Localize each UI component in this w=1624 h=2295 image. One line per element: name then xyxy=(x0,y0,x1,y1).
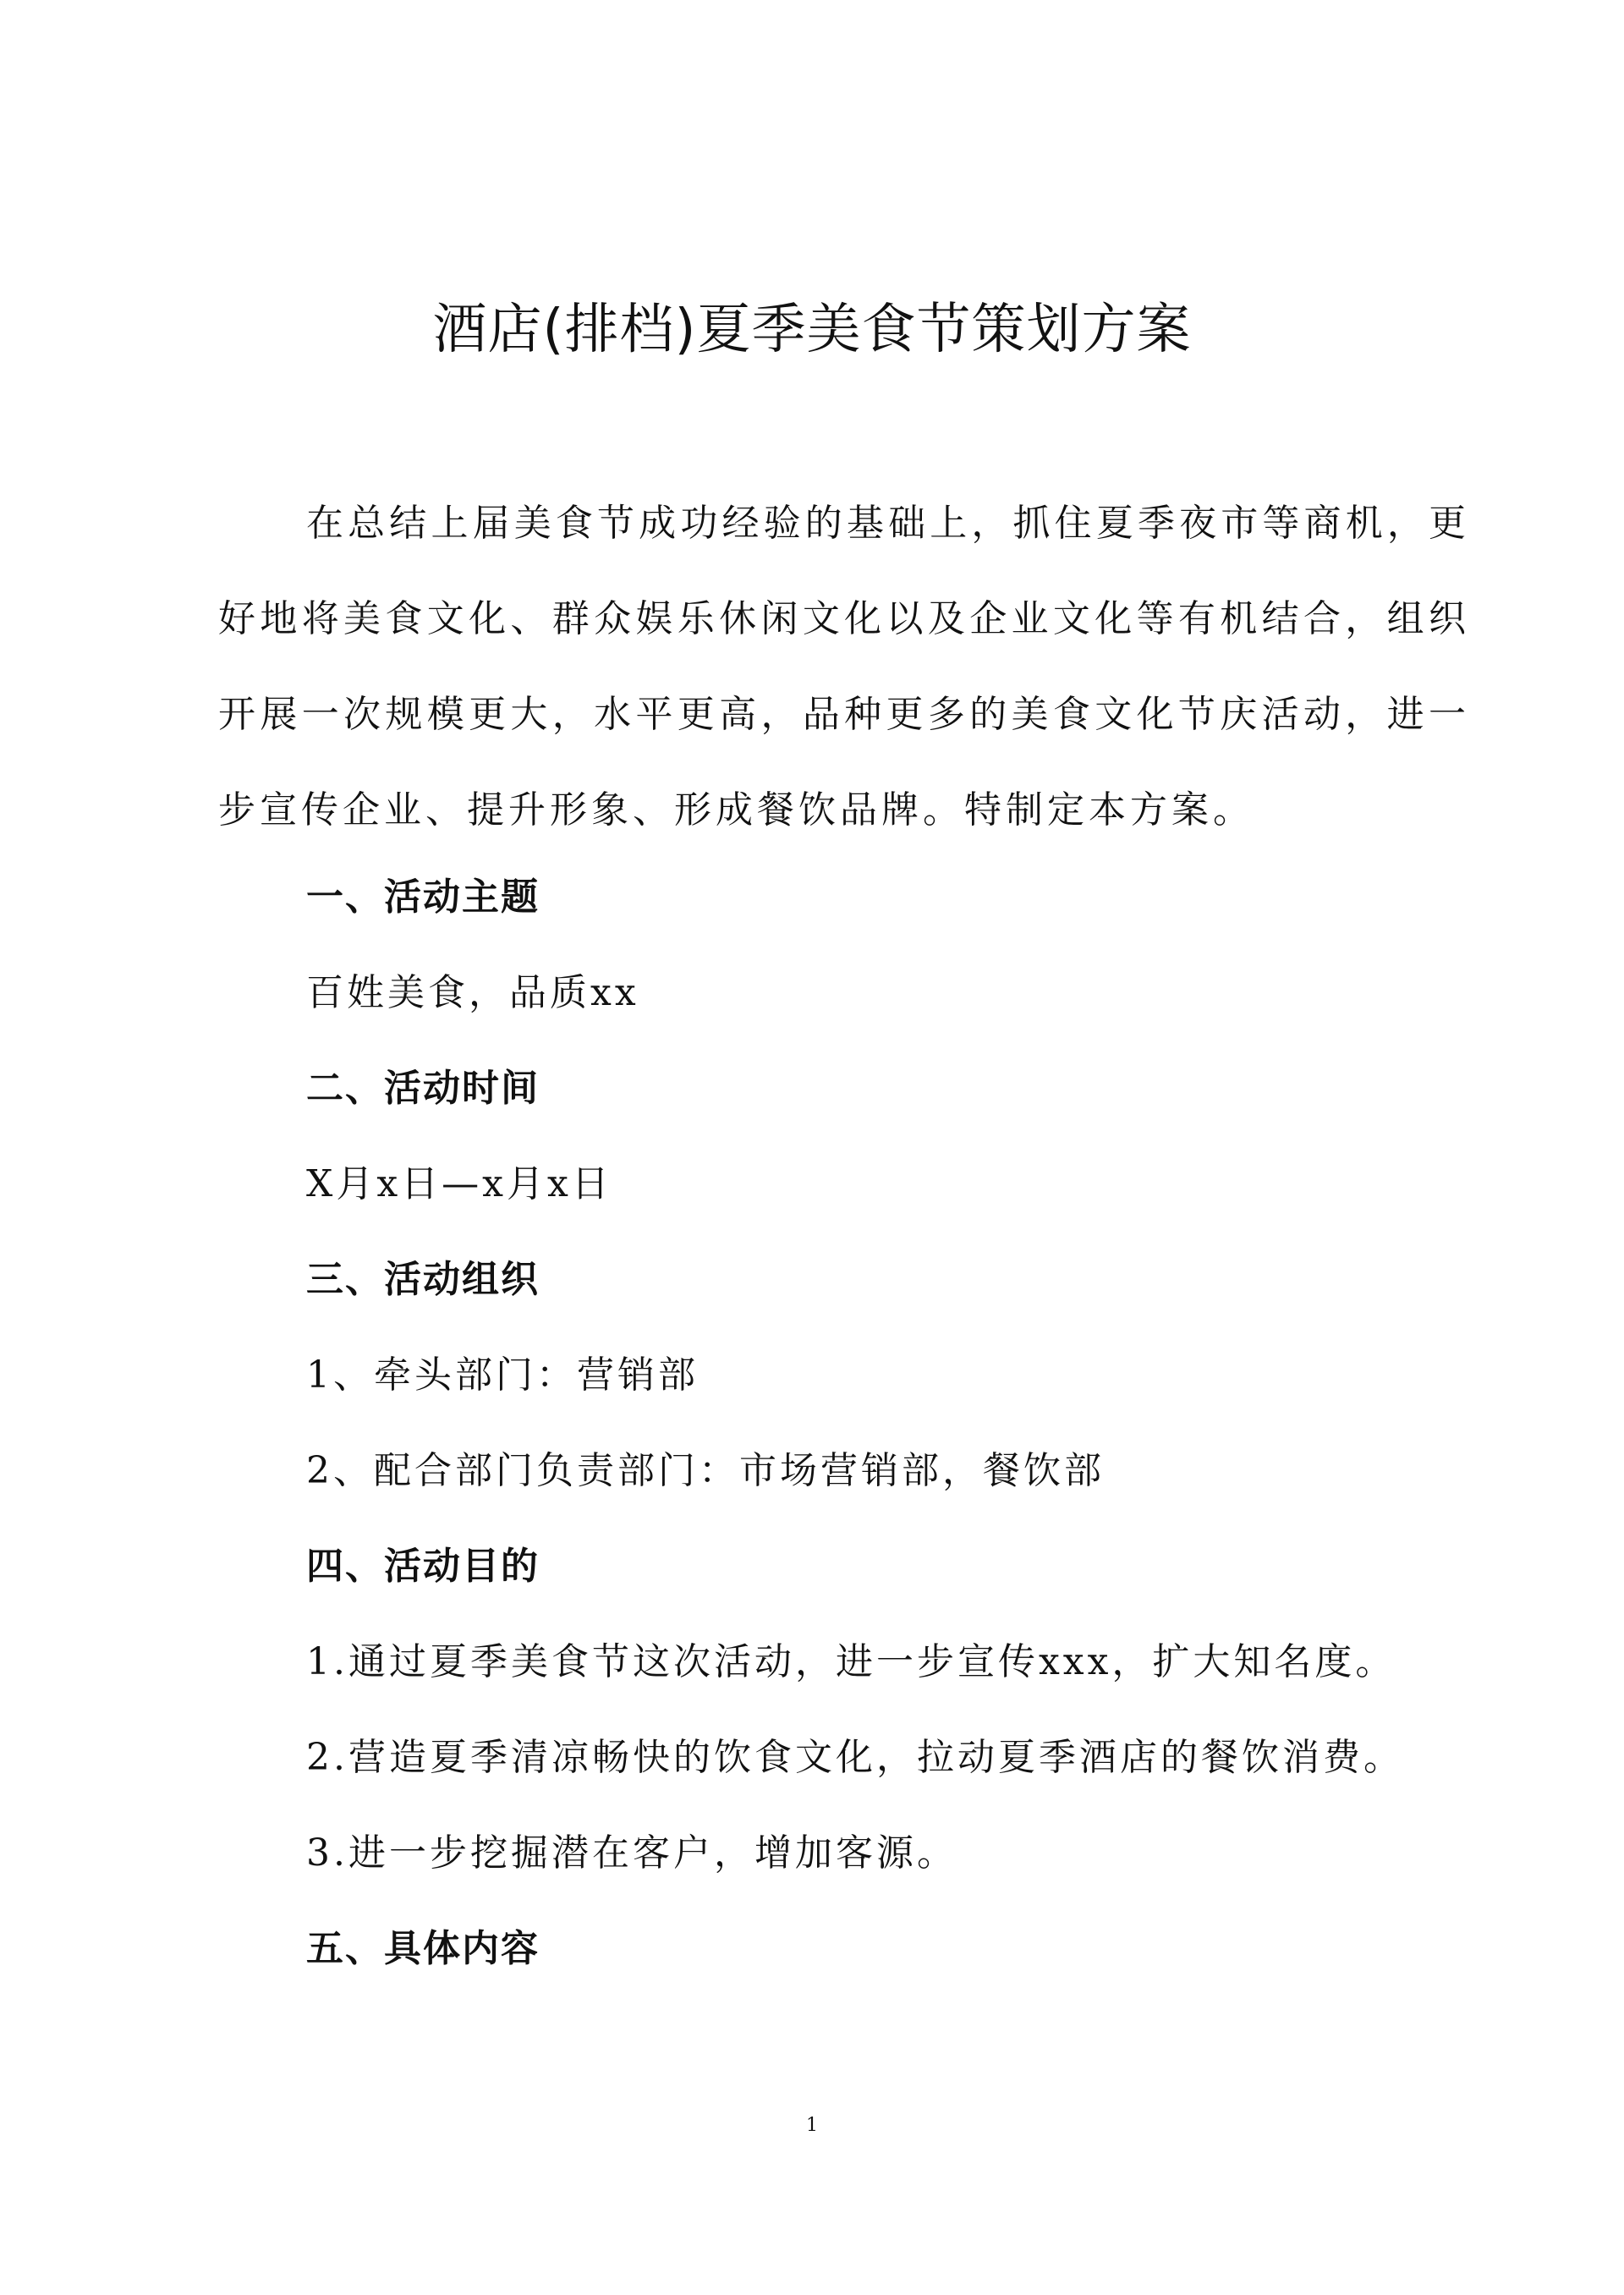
section-item-purpose-1: 1.通过夏季美食节这次活动，进一步宣传xxx，扩大知名度。 xyxy=(306,1640,1396,1683)
intro-paragraph: 在总结上届美食节成功经验的基础上，抓住夏季夜市等商机，更好地将美食文化、群众娱乐休闲文化以及企业文化等有机结合，组织开展一次规模更大，水平更高，品种更多的美食文化节庆活动，进一步宣传企业、提升形象、形成餐饮品牌。特制定本方案。 xyxy=(218,502,1470,832)
section-heading-organization: 三、活动组织 xyxy=(306,1258,540,1301)
section-item-theme: 百姓美食，品质xx xyxy=(306,971,639,1014)
section-item-purpose-2: 2.营造夏季清凉畅快的饮食文化，拉动夏季酒店的餐饮消费。 xyxy=(306,1736,1404,1779)
section-item-support-department: 2、配合部门负责部门：市场营销部，餐饮部 xyxy=(306,1449,1105,1492)
section-item-time: X月x日—x月x日 xyxy=(306,1162,612,1205)
section-heading-purpose: 四、活动目的 xyxy=(306,1545,540,1588)
section-item-purpose-3: 3.进一步挖掘潜在客户，增加客源。 xyxy=(306,1831,957,1875)
section-heading-time: 二、活动时间 xyxy=(306,1067,540,1110)
document-title: 酒店(排档)夏季美食节策划方案 xyxy=(432,299,1192,361)
section-item-lead-department: 1、牵头部门：营销部 xyxy=(306,1353,699,1397)
section-heading-theme: 一、活动主题 xyxy=(306,876,540,919)
page-number: 1 xyxy=(806,2115,818,2136)
section-heading-content: 五、具体内容 xyxy=(306,1927,540,1970)
